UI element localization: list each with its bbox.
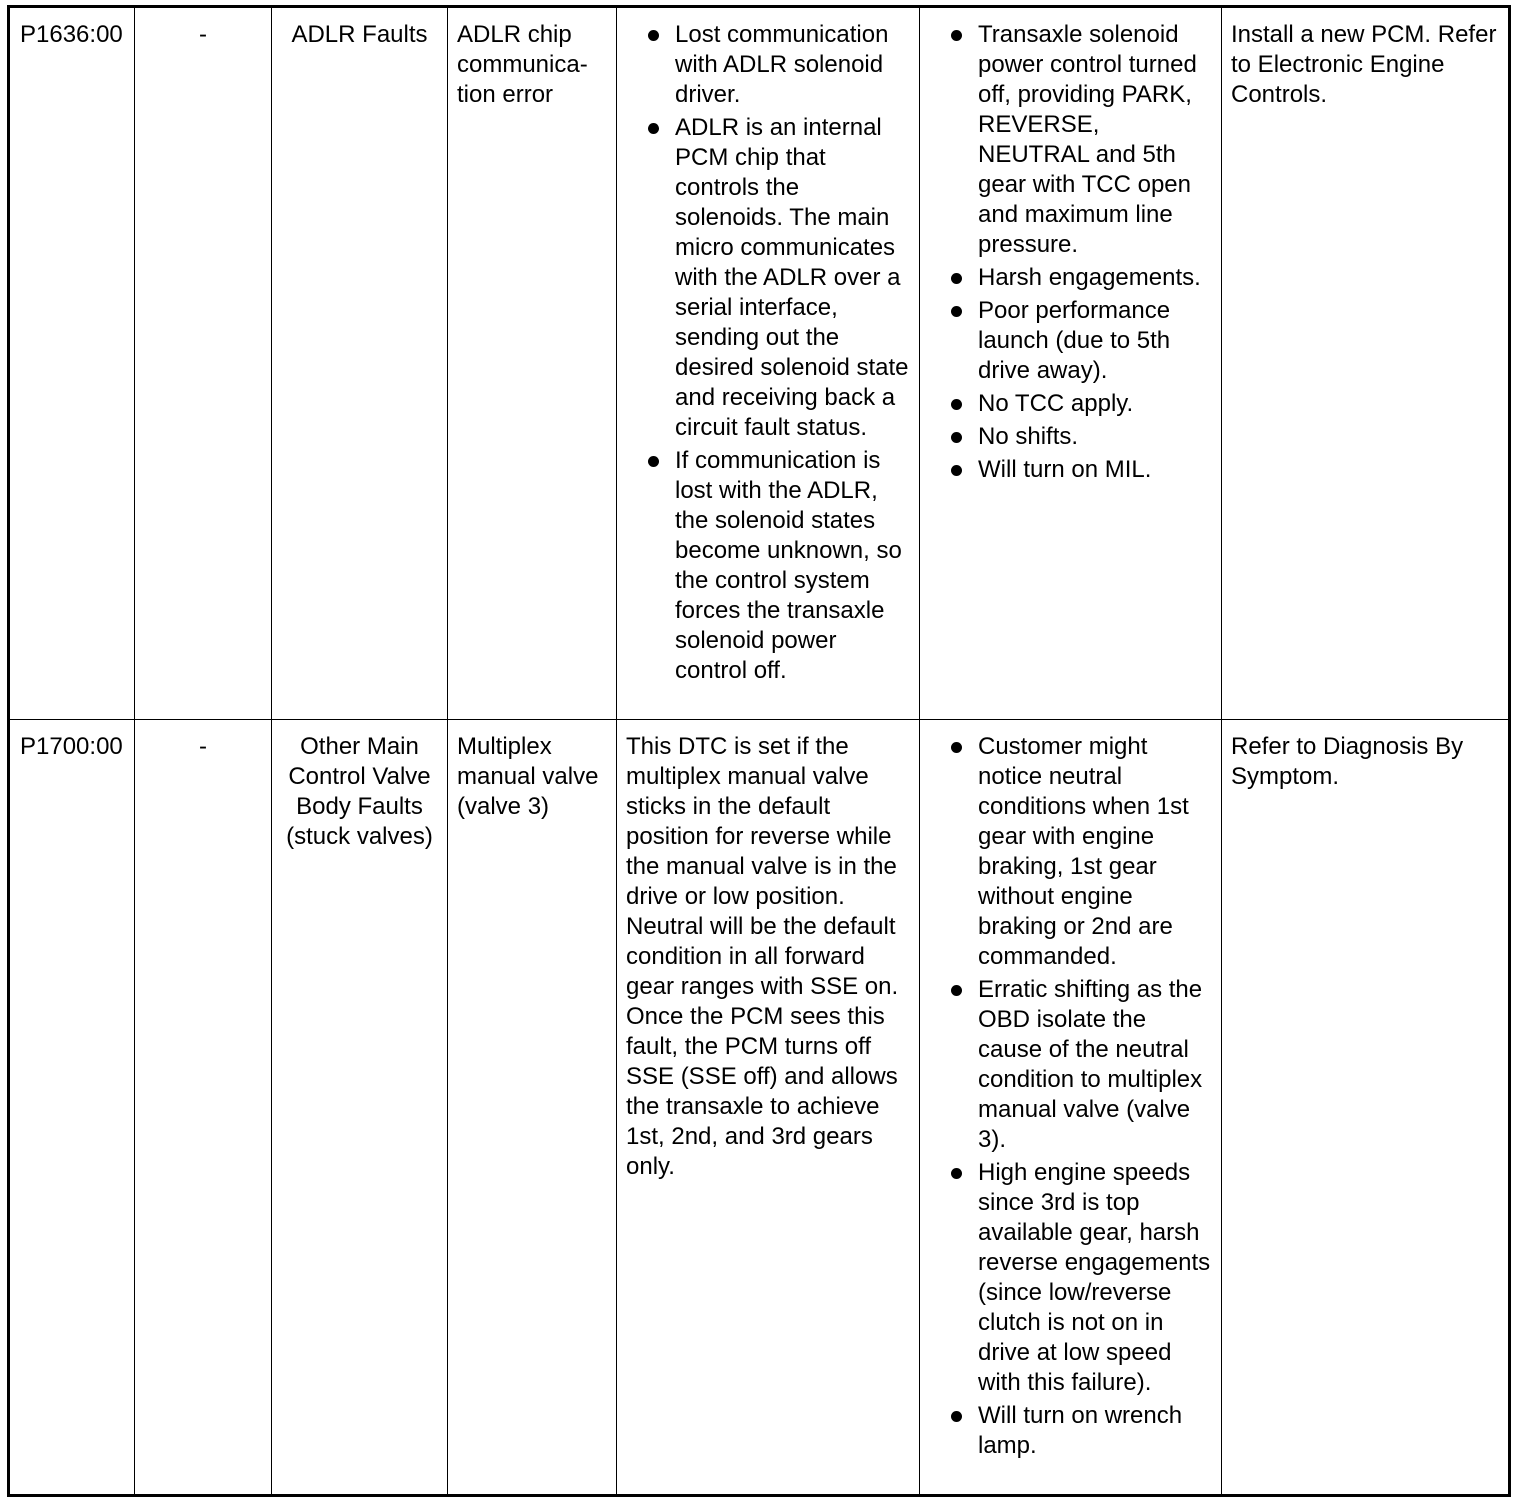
dtc-table (7, 5, 1511, 1497)
dtc-code-cell (9, 720, 135, 1496)
corrective-action: Install a new PCM. Refer to Electronic Engine Controls. (1231, 21, 1497, 108)
category-cell (272, 7, 448, 720)
conditions-cell (617, 720, 920, 1496)
results-list (929, 732, 1213, 1461)
dash-cell (135, 7, 272, 720)
list-item: Transaxle solenoid power control turned off, providing PARK, REVERSE, NEUTRAL and 5th gear with TCC open and maximum line pressure. (929, 20, 1213, 260)
results-cell (920, 7, 1222, 720)
corrective-action: Refer to Diagnosis By Symptom. (1231, 733, 1464, 790)
condition-text: This DTC is set if the multiplex manual valve sticks in the default position for reverse while the manual valve is in the drive or low position. Neutral will be the default condition in all forward gear ranges with SSE on. Once the PCM sees this fault, the PCM turns off SSE (SSE off) and allows the transaxle to achieve 1st, 2nd, and 3rd gears only. (626, 733, 899, 1180)
list-item: ADLR is an internal PCM chip that controls the solenoids. The main micro communicates with the ADLR over a serial interface, sending out the desired solenoid state and receiving back a circuit fault status. (626, 113, 911, 443)
table-row (9, 7, 1510, 720)
fault-description: ADLR chip communica- tion error (457, 21, 588, 108)
dtc-code: P1700:00 (20, 733, 123, 760)
list-item: Erratic shifting as the OBD isolate the cause of the neutral condition to multiplex manual valve (valve 3). (929, 975, 1213, 1155)
list-item: No TCC apply. (929, 389, 1213, 419)
table-row (9, 720, 1510, 1496)
fault-category: ADLR Faults (291, 21, 428, 48)
description-cell (448, 7, 617, 720)
results-cell (920, 720, 1222, 1496)
list-item: Lost communication with ADLR solenoid driver. (626, 20, 911, 110)
dash-value: - (199, 21, 207, 48)
fault-description: Multiplex manual valve (valve 3) (457, 733, 599, 820)
list-item: Poor performance launch (due to 5th drive away). (929, 296, 1213, 386)
list-item: No shifts. (929, 422, 1213, 452)
list-item: If communication is lost with the ADLR, the solenoid states become unknown, so the control system forces the transaxle solenoid power control off. (626, 446, 911, 686)
results-list (929, 20, 1213, 485)
action-cell (1222, 7, 1510, 720)
conditions-cell (617, 7, 920, 720)
action-cell (1222, 720, 1510, 1496)
list-item: Will turn on wrench lamp. (929, 1401, 1213, 1461)
conditions-list (626, 20, 911, 686)
dash-value: - (199, 733, 207, 760)
dtc-code: P1636:00 (20, 21, 123, 48)
list-item: High engine speeds since 3rd is top available gear, harsh reverse engagements (since low/reverse clutch is not on in drive at low speed with this failure). (929, 1158, 1213, 1398)
fault-category: Other Main Control Valve Body Faults (stuck valves) (286, 733, 433, 850)
list-item: Harsh engagements. (929, 263, 1213, 293)
list-item: Will turn on MIL. (929, 455, 1213, 485)
description-cell (448, 720, 617, 1496)
category-cell (272, 720, 448, 1496)
list-item: Customer might notice neutral conditions when 1st gear with engine braking, 1st gear without engine braking or 2nd are commanded. (929, 732, 1213, 972)
dtc-code-cell (9, 7, 135, 720)
dash-cell (135, 720, 272, 1496)
